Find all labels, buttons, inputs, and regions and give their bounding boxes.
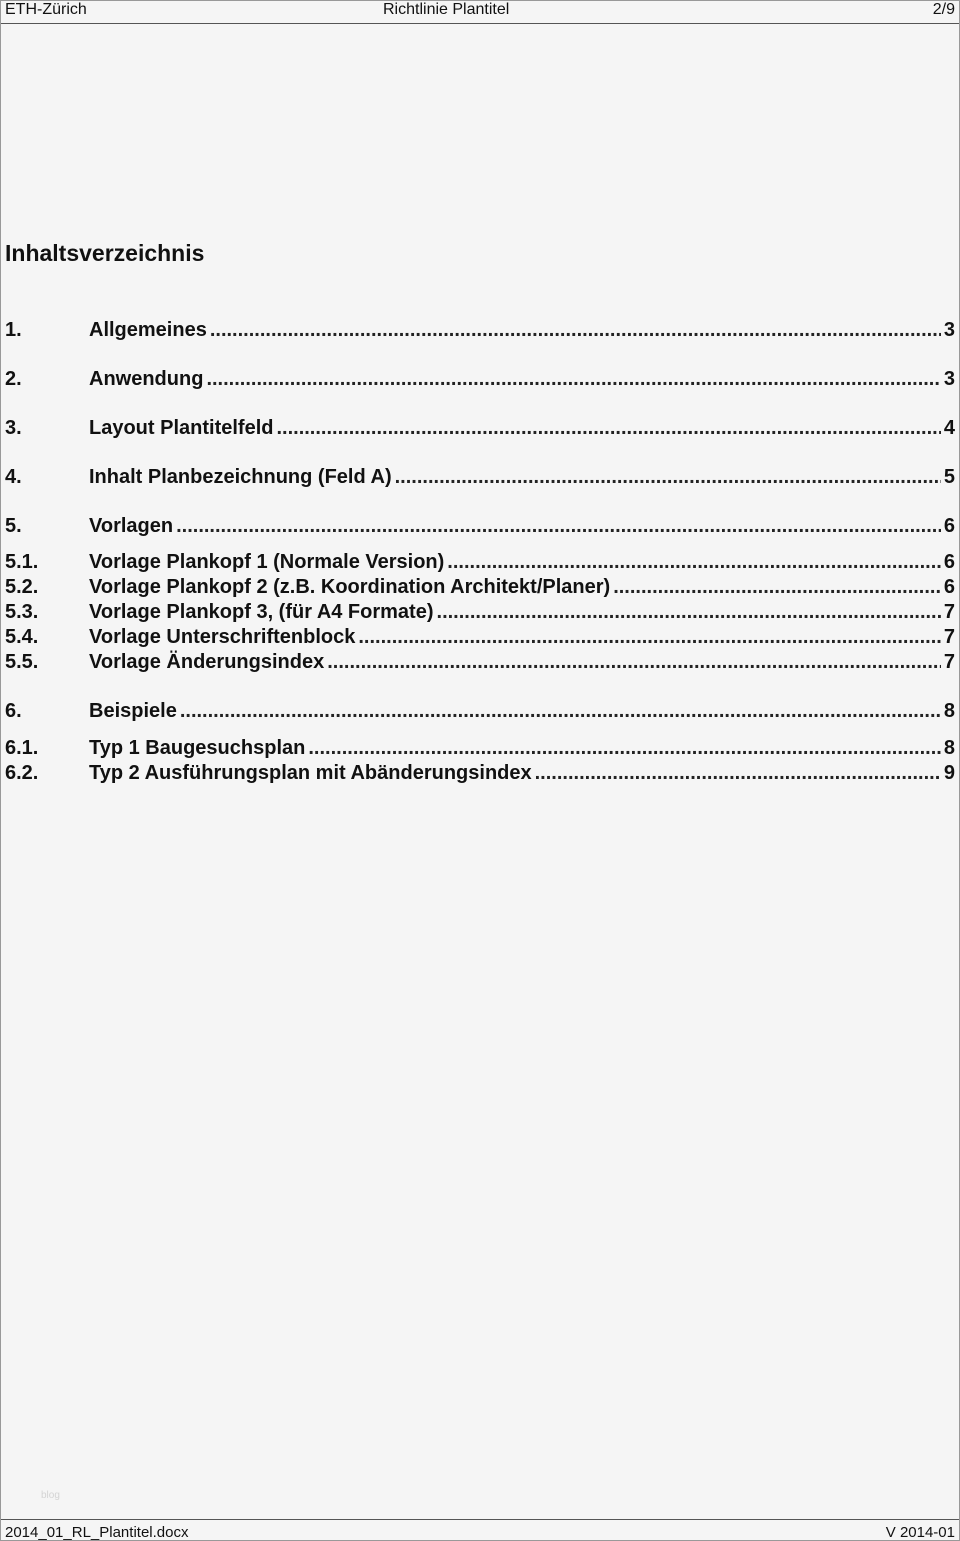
toc-leader-dots [447,550,941,574]
toc-entry-page: 6 [943,551,955,573]
toc-entry-text: Vorlage Änderungsindex [89,651,325,673]
toc-entry-number: 6. [5,700,22,722]
toc-entry-6-1[interactable] [5,736,955,760]
toc-entry-number: 5.2. [5,576,39,598]
toc-entry-5[interactable] [5,514,955,538]
toc-entry-page: 7 [943,601,955,623]
toc-leader-dots [437,600,941,624]
toc-entry-5-5[interactable] [5,650,955,674]
toc-leader-dots [180,699,941,723]
toc-entry-text: Vorlagen [89,515,174,537]
toc-leader-dots [535,761,941,785]
toc-leader-dots [613,575,941,599]
toc-entry-number: 6.1. [5,737,39,759]
toc-entry-text: Vorlage Plankopf 3, (für A4 Formate) [89,601,434,623]
toc-entry-number: 2. [5,368,22,390]
toc-entry-number: 3. [5,417,22,439]
toc-entry-page: 3 [943,319,955,341]
header-institution: ETH-Zürich [5,1,87,18]
toc-entry-page: 4 [943,417,955,439]
toc-leader-dots [358,625,941,649]
toc-entry-text: Beispiele [89,700,177,722]
toc-entry-page: 5 [943,466,955,488]
toc-leader-dots [210,318,941,342]
toc-entry-number: 5.1. [5,551,39,573]
toc-entry-page: 8 [943,700,955,722]
toc-entry-text: Vorlage Unterschriftenblock [89,626,356,648]
toc-entry-1[interactable] [5,318,955,342]
toc-entry-text: Typ 2 Ausführungsplan mit Abänderungsindex [89,762,532,784]
toc-entry-page: 8 [943,737,955,759]
toc-entry-4[interactable] [5,465,955,489]
footer-version: V 2014-01 [885,1524,955,1541]
toc-entry-page: 6 [943,515,955,537]
toc-entry-text: Anwendung [89,368,204,390]
toc-entry-number: 5.3. [5,601,39,623]
page-header [1,1,959,24]
toc-entry-text: Inhalt Planbezeichnung (Feld A) [89,466,392,488]
toc-entry-number: 4. [5,466,22,488]
watermark-text: blog [41,1490,60,1501]
toc-leader-dots [395,465,941,489]
toc-entry-number: 1. [5,319,22,341]
toc-leader-dots [276,416,940,440]
toc-entry-number: 5.5. [5,651,39,673]
toc-title: Inhaltsverzeichnis [5,240,205,266]
page-footer [1,1519,959,1541]
toc-entry-page: 3 [943,368,955,390]
toc-entry-6-2[interactable] [5,761,955,785]
toc-leader-dots [176,514,941,538]
toc-entry-5-1[interactable] [5,550,955,574]
toc-entry-text: Layout Plantitelfeld [89,417,274,439]
toc-leader-dots [206,367,940,391]
toc-entry-page: 7 [943,626,955,648]
toc-entry-page: 9 [943,762,955,784]
toc-entry-5-4[interactable] [5,625,955,649]
toc-entry-text: Vorlage Plankopf 2 (z.B. Koordination Architekt/Planer) [89,576,611,598]
toc-entry-3[interactable] [5,416,955,440]
toc-entry-page: 7 [943,651,955,673]
toc-entry-2[interactable] [5,367,955,391]
toc-leader-dots [308,736,941,760]
toc-entry-text: Allgemeines [89,319,207,341]
toc-entry-5-3[interactable] [5,600,955,624]
toc-entry-text: Typ 1 Baugesuchsplan [89,737,306,759]
toc-entry-number: 6.2. [5,762,39,784]
toc-entry-number: 5. [5,515,22,537]
toc-leader-dots [327,650,941,674]
footer-filename: 2014_01_RL_Plantitel.docx [5,1524,189,1541]
toc-entry-page: 6 [943,576,955,598]
toc-entry-number: 5.4. [5,626,39,648]
header-page-number: 2/9 [932,1,955,18]
header-document-title: Richtlinie Plantitel [383,1,510,18]
toc-entry-text: Vorlage Plankopf 1 (Normale Version) [89,551,445,573]
toc-entry-5-2[interactable] [5,575,955,599]
toc-entry-6[interactable] [5,699,955,723]
